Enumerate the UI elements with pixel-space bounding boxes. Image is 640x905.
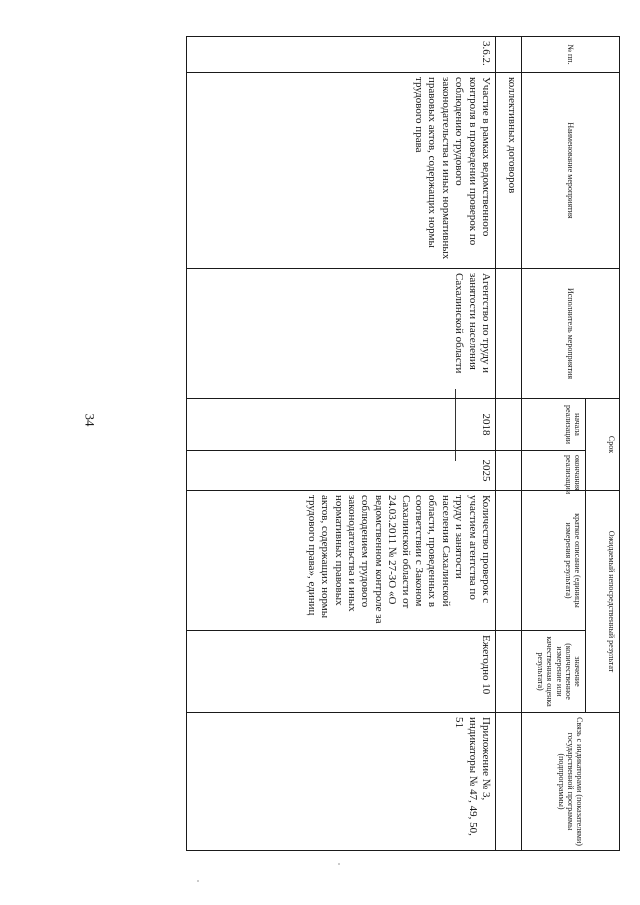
row-executor: Агентство по труду и занятости населения Сахалинской области [187,269,496,399]
header-num: № пп. [522,37,620,73]
header-result-desc: краткое описание (единицы измерения результата) [522,491,586,631]
scan-speck [338,863,340,865]
measures-table [186,36,620,851]
header-term: Срок [586,399,620,491]
section-start-cell [496,399,522,451]
section-num-cell [496,37,522,73]
table-row [187,37,496,851]
row-result-value: Ежегодно 10 [187,631,496,713]
section-end-cell [496,451,522,491]
page-number: 34 [82,413,98,427]
header-result: Ожидаемый непосредственный результат [586,491,620,713]
row-start: 2018 [187,399,496,451]
header-term-end: окончания реализации [522,451,586,491]
row-end: 2025 [187,451,496,491]
section-tail-text: коллективных договоров [496,73,522,269]
section-link-cell [496,713,522,851]
header-link: Связь с индикаторами (показателями) государственной программы (подпрограммы) [522,713,620,851]
row-num: 3.6.2. [187,37,496,73]
rotated-table-wrapper [186,36,620,850]
section-value-cell [496,631,522,713]
header-executor: Исполнитель мероприятия [522,269,620,399]
scan-speck [197,880,199,882]
row-link: Приложение № 3, индикаторы № 47, 49, 50, 51 [187,713,496,851]
section-row [496,37,522,851]
section-executor-cell [496,269,522,399]
row-result-desc: Количество проверок с участием агентства по труду и занятости населения Сахалинской области, проведенных в соответствии с Законом Сахалинской области от 24.03.2011 № 27-ЗО «О ведомственном контроле за соблюдением трудового законодательства и иных нормативных правовых актов, содержащих нормы трудового права», единиц [187,491,496,631]
header-result-value: значение (количественное измерение или качественная оценка результата) [522,631,586,713]
row-name: Участие в рамках ведомственного контроля в проведении проверок по соблюдению трудового законодательства и иных нормативных правовых актов, содержащих нормы трудового права [187,73,496,269]
header-row-1 [586,37,620,851]
header-name: Наименование мероприятия [522,73,620,269]
header-term-start: начала реализации [522,399,586,451]
section-desc-cell [496,491,522,631]
